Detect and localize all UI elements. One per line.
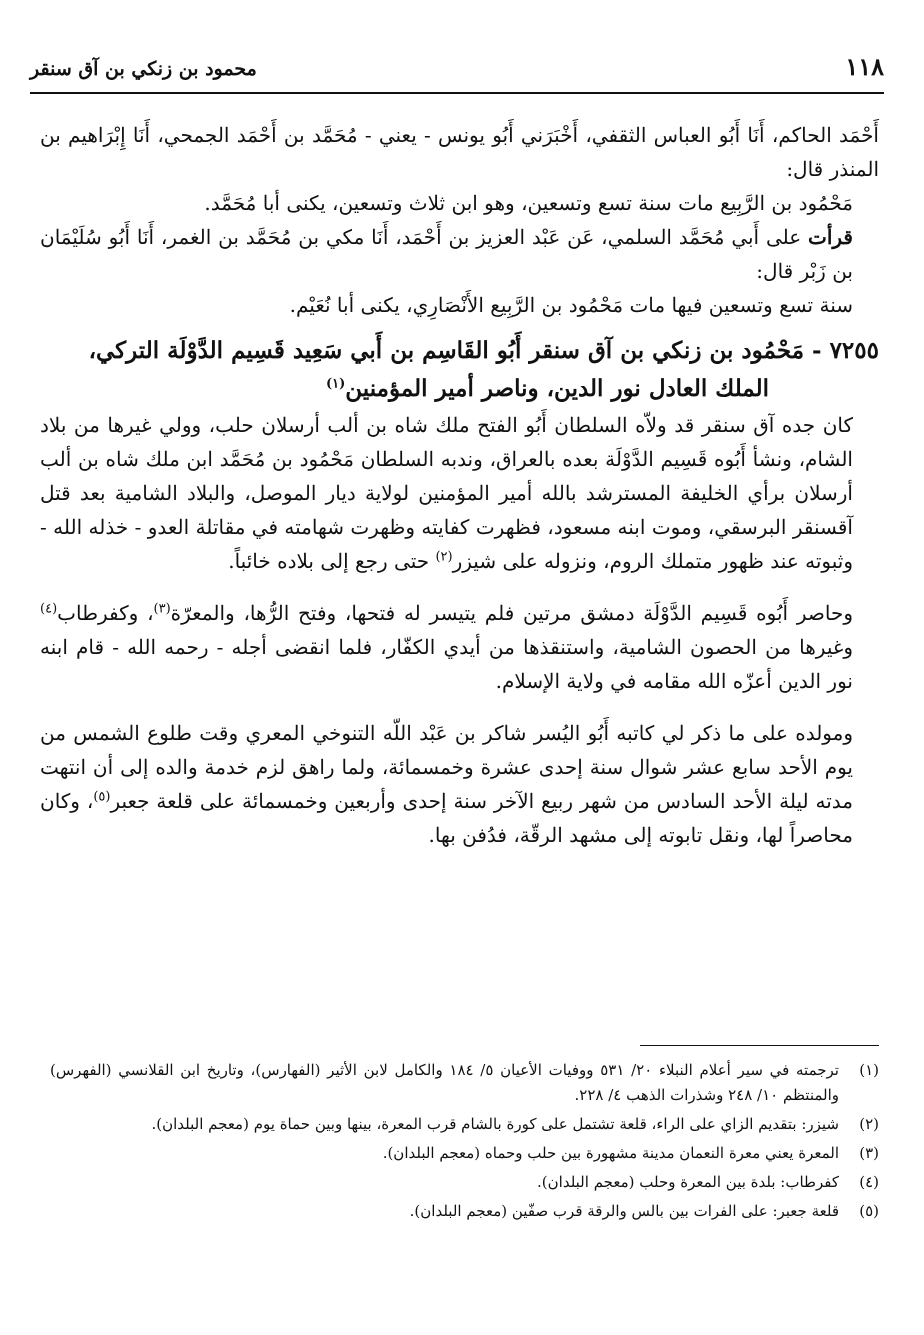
footnote-text: المعرة يعني معرة النعمان مدينة مشهورة بين حلب وحماه (معجم البلدان). [382, 1144, 839, 1162]
footnote-text: قلعة جعبر: على الفرات بين بالس والرقة قرب صفّين (معجم البلدان). [409, 1202, 839, 1220]
entry-heading-line [40, 370, 879, 408]
paragraph [40, 220, 879, 288]
paragraph [40, 596, 879, 698]
footnote [50, 1170, 879, 1195]
paragraph [40, 716, 879, 852]
bold-lead: قرأت [808, 225, 853, 249]
paragraph-text: حتى رجع إلى بلاده خائباً. [228, 549, 436, 573]
paragraph-text: ومولده على ما ذكر لي كاتبه أَبُو اليُسر شاكر بن عَبْد اللّه التنوخي المعري وقت طلوع الشمس من يوم الأحد سابع عشر شوال سنة إحدى عشرة وخمسمائة، ولما راهق لزم خدمة والده إلى أن انتهت مدته ليلة الأحد السادس من شهر ربيع الآخر سنة إحدى وأربعين وخمسمائة على قلعة جعبر [40, 721, 853, 813]
paragraph-text: ، وكان محاصراً لها، ونقل تابوته إلى مشهد الرقّة، فدُفن بها. [40, 789, 853, 847]
footnote-number: (٤) [859, 1173, 879, 1191]
footnote [50, 1112, 879, 1137]
entry-heading [40, 332, 879, 408]
footnote-ref[interactable]: (٥) [93, 789, 111, 805]
page-number: ١١٨ [845, 52, 884, 81]
paragraph-text: ، وكفرطاب [57, 601, 154, 625]
footnote [50, 1141, 879, 1166]
footnote-number: (١) [859, 1061, 879, 1079]
footnote-ref[interactable]: (٣) [153, 601, 171, 617]
footnote-number: (٢) [859, 1115, 879, 1133]
paragraph-text: على أَبي مُحَمَّد السلمي، عَن عَبْد العزيز بن أَحْمَد، أَنَا مكي بن مُحَمَّد بن الغمر، أَنَا أَبُو سُلَيْمَان بن زَبْر قال: [40, 225, 853, 283]
footnote-text: كفرطاب: بلدة بين المعرة وحلب (معجم البلدان). [537, 1173, 839, 1191]
footnote [50, 1199, 879, 1224]
footnote-number: (٣) [859, 1144, 879, 1162]
footnote-number: (٥) [859, 1202, 879, 1220]
footnote-divider [640, 1045, 879, 1046]
paragraph-text: وغيرها من الحصون الشامية، واستنقذها من أيدي الكفّار، فلما انقضى أجله - رحمه الله - قام ابنه نور الدين أعزّه الله مقامه في ولاية الإسلام. [40, 635, 853, 693]
paragraph: سنة تسع وتسعين فيها مات مَحْمُود بن الرَّبِيع الأَنْصَارِي، يكنى أبا نُعَيْم. [289, 293, 853, 317]
main-text [40, 118, 879, 852]
footnote-ref[interactable]: (٤) [40, 601, 58, 617]
paragraph [40, 408, 879, 578]
paragraph-text: وحاصر أَبُوه قَسِيم الدَّوْلَة دمشق مرتين فلم يتيسر له فتحها، وفتح الرُّها، والمعرّة [170, 601, 854, 625]
paragraph: أَحْمَد الحاكم، أَنَا أَبُو العباس الثقفي، أَخْبَرَني أَبُو يونس - يعني - مُحَمَّد بن أَحْمَد الجمحي، أَنَا إِبْرَاهيم بن المنذر قال: [40, 123, 879, 181]
paragraph-text: كان جده آق سنقر قد ولاّه السلطان أَبُو الفتح ملك شاه بن ألب أرسلان حلب، وولي غيرها من بلاد الشام، ونشأ أَبُوه قَسِيم الدَّوْلَة بعده بالعراق، وندبه السلطان مَحْمُود بن مُحَمَّد ابن ملك شاه بن ألب أرسلان برأي الخليفة المسترشد بالله أمير المؤمنين لولاية ديار الموصل، والبلاد الشامية بعد قتل آقسنقر البرسقي، وموت ابنه مسعود، فظهرت كفايته وظهرت شهامته في مقاتلة العدو - خذله الله - وثبوته عند ظهور متملك الروم، ونزوله على شيزر [40, 413, 853, 573]
entry-heading-line: ٧٢٥٥ - مَحْمُود بن زنكي بن آق سنقر أَبُو القَاسِم بن أَبي سَعِيد قَسِيم الدَّوْلَة التركي، [88, 337, 879, 364]
footnote-text: ترجمته في سير أعلام النبلاء ٢٠/ ٥٣١ ووفيات الأعيان ٥/ ١٨٤ والكامل لابن الأثير (الفهارس)، وتاريخ ابن القلانسي (الفهرس) والمنتظم ١٠/ ٢٤٨ وشذرات الذهب ٤/ ٢٢٨. [50, 1061, 839, 1104]
footnote-text: شيزر: بتقديم الزاي على الراء، قلعة تشتمل على كورة بالشام قرب المعرة، بينها وبين حماة يوم (معجم البلدان). [151, 1115, 839, 1133]
running-title: محمود بن زنكي بن آق سنقر [30, 58, 257, 80]
footnote-ref[interactable]: (١) [325, 376, 346, 392]
footnote-ref[interactable]: (٢) [435, 549, 453, 565]
footnote [50, 1058, 879, 1108]
paragraph: مَحْمُود بن الرَّبِيع مات سنة تسع وتسعين، وهو ابن ثلاث وتسعين، يكنى أبا مُحَمَّد. [204, 191, 853, 215]
footnotes [50, 1058, 879, 1228]
entry-heading-text: الملك العادل نور الدين، وناصر أمير المؤمنين [345, 375, 769, 402]
page-header [30, 52, 884, 94]
